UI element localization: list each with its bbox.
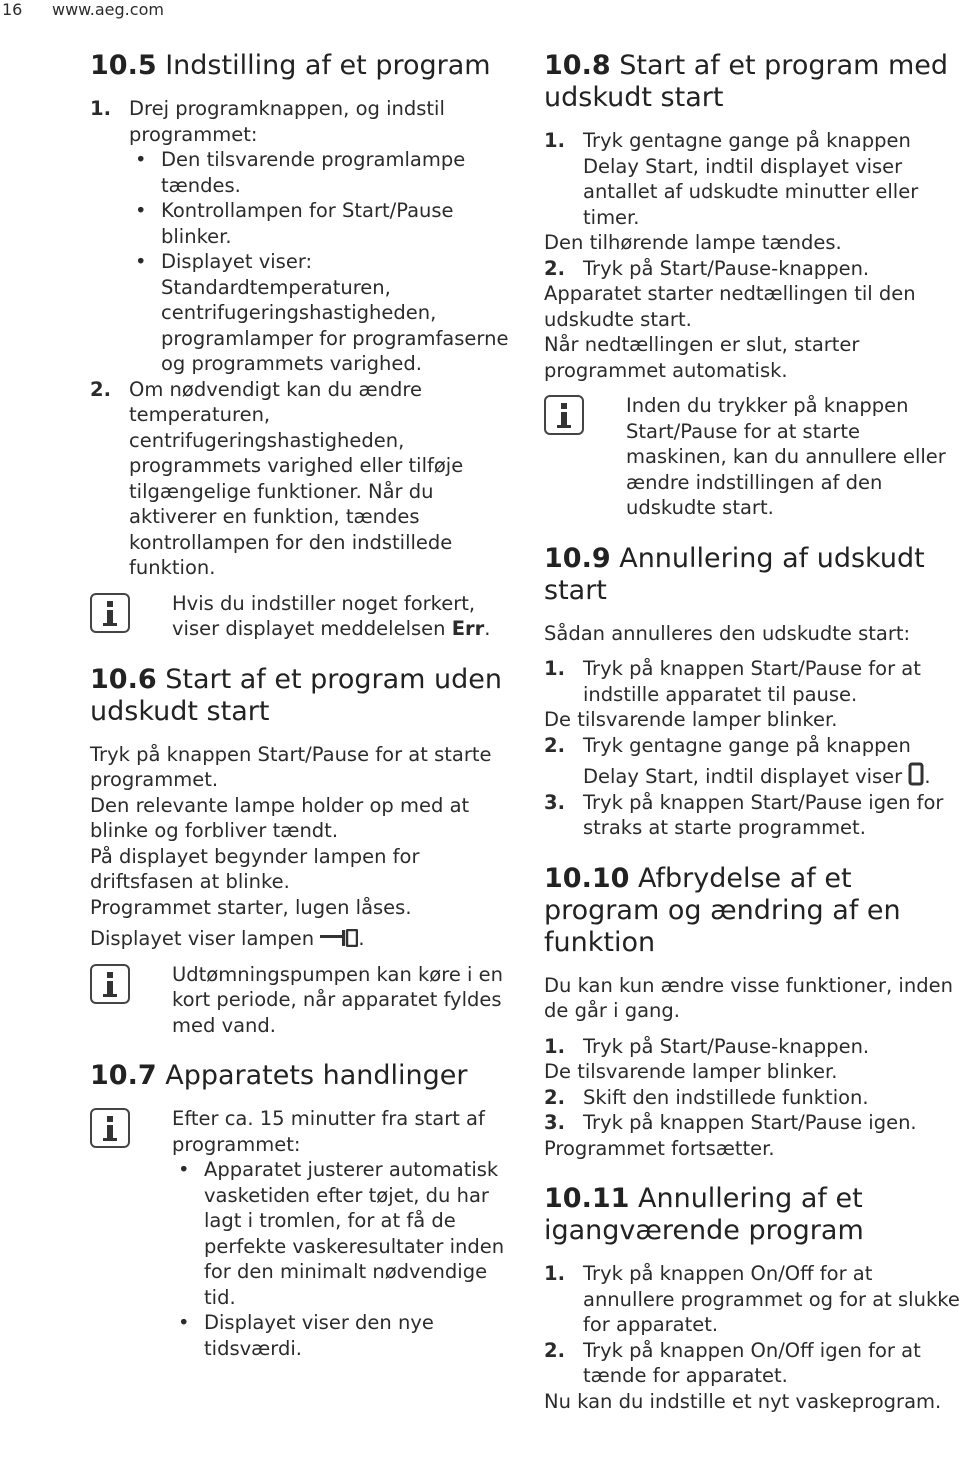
step-2-continued: Delay Start, indtil displayet viser . bbox=[544, 762, 960, 790]
paragraph: På displayet begynder lampen for driftsfasen at blinke. bbox=[90, 844, 420, 893]
website-url: www.aeg.com bbox=[52, 0, 164, 19]
step-2: 2. Om nødvendigt kan du ændre temperaturen, centrifugeringshastigheden, programmets varighed eller tilføje tilgængelige funktioner. Når du aktiverer en funktion, tændes kontrollampen for den indstillede funktion. bbox=[90, 377, 464, 579]
section-10-11 bbox=[544, 1183, 960, 1414]
paragraph: Displayet viser lampen . bbox=[90, 927, 365, 950]
left-column bbox=[90, 50, 515, 1373]
bullet-icon: • bbox=[135, 148, 147, 171]
bullet-item: • Displayet viser: Standardtemperaturen, centrifugeringshastigheden, programlamper for programfaserne og programmets varighed. bbox=[129, 249, 515, 377]
bullet-icon: • bbox=[135, 250, 147, 273]
step-2: 2. Tryk gentagne gange på knappen bbox=[544, 733, 911, 757]
section-heading: 10.10 Afbrydelse af et program og ændring af en funktion bbox=[544, 862, 901, 958]
section-heading: 10.5 Indstilling af et program bbox=[90, 50, 491, 81]
bullet-item: • Apparatet justerer automatisk vasketiden efter tøjet, du har lagt i tromlen, for at få de perfekte vaskeresultater inden for den minimalt nødvendige tid. bbox=[172, 1157, 515, 1310]
info-icon bbox=[544, 395, 584, 435]
bullet-icon: • bbox=[178, 1311, 190, 1334]
info-icon bbox=[90, 964, 130, 1004]
step-1: 1. Tryk på knappen On/Off for at annullere programmet og for at slukke for apparatet. bbox=[544, 1262, 960, 1336]
paragraph: Nu kan du indstille et nyt vaskeprogram. bbox=[544, 1389, 942, 1413]
section-10-9 bbox=[544, 543, 960, 841]
paragraph: Tryk på knappen Start/Pause for at starte programmet. bbox=[90, 742, 492, 791]
step-2: 2. Tryk på Start/Pause-knappen. bbox=[544, 256, 870, 280]
paragraph: Når nedtællingen er slut, starter programmet automatisk. bbox=[544, 333, 860, 382]
paragraph: Den relevante lampe holder op med at blinke og forbliver tændt. bbox=[90, 793, 470, 842]
step-1: 1. Tryk gentagne gange på knappen Delay Start, indtil displayet viser antallet af udskudte minutter eller timer. bbox=[544, 129, 919, 229]
paragraph: Programmet starter, lugen låses. bbox=[90, 895, 412, 919]
step-3: 3. Tryk på knappen Start/Pause igen for straks at starte programmet. bbox=[544, 790, 944, 839]
paragraph: Du kan kun ændre visse funktioner, inden de går i gang. bbox=[544, 973, 953, 1022]
section-heading: 10.9 Annullering af udskudt start bbox=[544, 542, 925, 606]
section-10-8 bbox=[544, 50, 960, 521]
bullet-icon: • bbox=[135, 199, 147, 222]
paragraph: De tilsvarende lamper blinker. bbox=[544, 708, 838, 731]
section-10-5 bbox=[90, 50, 515, 642]
bullet-icon: • bbox=[178, 1158, 190, 1181]
section-heading: 10.11 Annullering af et igangværende program bbox=[544, 1183, 864, 1246]
info-note: Efter ca. 15 minutter fra start af programmet: • Apparatet justerer automatisk vasketiden efter tøjet, du har lagt i tromlen, for at få de perfekte vaskeresultater inden for den minimalt nødvendige tid. • Displayet viser den nye tidsværdi. bbox=[90, 1106, 515, 1361]
step-2: 2. Tryk på knappen On/Off igen for at tænde for apparatet. bbox=[544, 1338, 921, 1387]
info-note: Udtømningspumpen kan køre i en kort periode, når apparatet fyldes med vand. bbox=[90, 962, 515, 1039]
step-1: 1. Tryk på Start/Pause-knappen. bbox=[544, 1034, 870, 1058]
section-10-7 bbox=[90, 1060, 515, 1361]
right-column bbox=[544, 50, 960, 1414]
step-2: 2. Skift den indstillede funktion. bbox=[544, 1085, 869, 1109]
lock-lamp-icon bbox=[320, 929, 358, 947]
section-heading: 10.7 Apparatets handlinger bbox=[90, 1060, 468, 1091]
section-10-10 bbox=[544, 863, 960, 1162]
paragraph: Den tilhørende lampe tændes. bbox=[544, 231, 842, 254]
bullet-item: • Displayet viser den nye tidsværdi. bbox=[172, 1310, 515, 1361]
step-3: 3. Tryk på knappen Start/Pause igen. bbox=[544, 1111, 917, 1134]
paragraph: De tilsvarende lamper blinker. bbox=[544, 1060, 838, 1083]
step-1: 1. Drej programknappen, og indstil programmet: bbox=[90, 97, 445, 146]
bullet-item: • Den tilsvarende programlampe tændes. bbox=[129, 147, 515, 198]
info-icon bbox=[90, 1108, 130, 1148]
info-note: Inden du trykker på knappen Start/Pause for at starte maskinen, kan du annullere eller ændre indstillingen af den udskudte start. bbox=[544, 393, 960, 521]
section-heading: 10.8 Start af et program med udskudt start bbox=[544, 50, 949, 113]
section-heading: 10.6 Start af et program uden udskudt start bbox=[90, 663, 502, 727]
info-icon bbox=[90, 593, 130, 633]
page-header bbox=[0, 0, 960, 26]
section-10-6 bbox=[90, 664, 515, 1039]
page-number: 16 bbox=[2, 0, 23, 19]
display-zero-icon bbox=[908, 762, 924, 786]
info-note: Hvis du indstiller noget forkert, viser displayet meddelelsen Err. bbox=[90, 591, 515, 642]
step-1: 1. Tryk på knappen Start/Pause for at indstille apparatet til pause. bbox=[544, 657, 921, 706]
paragraph: Programmet fortsætter. bbox=[544, 1136, 775, 1160]
paragraph: Apparatet starter nedtællingen til den udskudte start. bbox=[544, 282, 916, 331]
paragraph: Sådan annulleres den udskudte start: bbox=[544, 621, 911, 645]
bullet-item: • Kontrollampen for Start/Pause blinker. bbox=[129, 198, 515, 249]
